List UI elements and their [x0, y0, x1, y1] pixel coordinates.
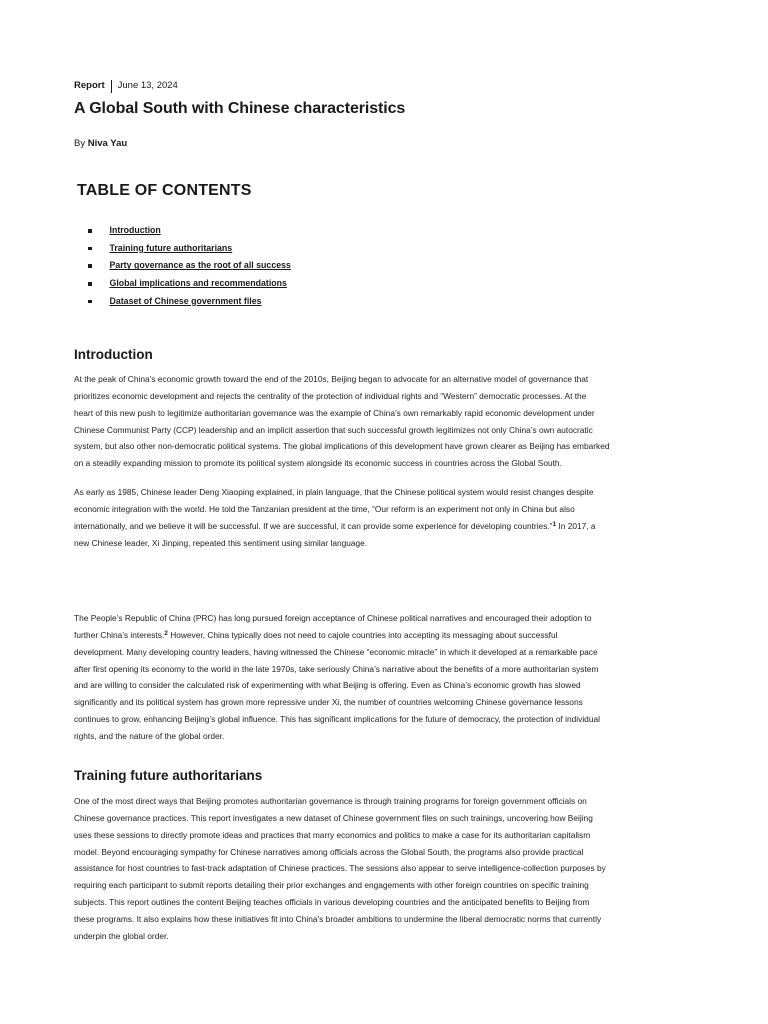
- byline: [74, 137, 127, 151]
- text-line: [74, 627, 694, 644]
- report-date: June 13, 2024: [117, 80, 178, 91]
- author-link[interactable]: Niva Yau: [87, 138, 128, 149]
- bullet-icon: [88, 264, 92, 268]
- text-line: assistance for host countries to fast-track adaptation of Chinese practices. The sessions also appear to serve intelligence-collection purposes by: [74, 863, 606, 874]
- toc-heading: TABLE OF CONTENTS: [77, 182, 252, 199]
- report-type-label: Report: [74, 80, 105, 91]
- bullet-icon: [88, 300, 92, 304]
- text-line: significantly and its political system has grown more repressive under Xi, the number of countries welcoming Chinese governance lessons: [74, 697, 583, 708]
- text-line: new Chinese leader, Xi Jinping, repeated this sentiment using similar language.: [74, 537, 368, 548]
- meta-divider: [111, 80, 112, 93]
- toc-item: [88, 275, 291, 293]
- toc-item: [88, 293, 291, 311]
- toc-item: [88, 257, 291, 275]
- report-title: A Global South with Chinese characteristics: [74, 100, 406, 117]
- text-line: One of the most direct ways that Beijing promotes authoritarian governance is through training programs for foreign government officials on: [74, 796, 587, 806]
- text-line: Chinese Communist Party (CCP) leadership and an implicit assertion that such successful growth legitimizes not only China’s own autocratic: [74, 424, 593, 435]
- intro-paragraph-3: [74, 610, 694, 745]
- text-span: internationally, and we believe it will be successful. If we are successful, it can provide some experience for developing countries.”: [74, 520, 553, 531]
- text-line: subjects. This report outlines the content Beijing teaches officials in various developing countries and the anticipated benefits to Beijing from: [74, 897, 590, 908]
- footnote-ref-1[interactable]: 1: [552, 520, 557, 528]
- table-of-contents: [88, 222, 291, 310]
- toc-link-introduction[interactable]: Introduction: [109, 225, 161, 235]
- byline-prefix: By: [74, 138, 86, 149]
- bullet-icon: [88, 282, 92, 286]
- toc-link-dataset[interactable]: Dataset of Chinese government files: [109, 295, 262, 306]
- intro-paragraph-2: [74, 484, 694, 551]
- text-line: development. Many developing country leaders, having witnessed the Chinese “economic miracle” in which it developed at a remarkable pace: [74, 646, 598, 657]
- training-paragraph-1: [74, 793, 694, 945]
- text-line: on a steadily expanding mission to promote its political system alongside its economic success in countries across the Global South.: [74, 458, 562, 469]
- toc-item: [88, 240, 291, 258]
- text-line: these programs. It also explains how these initiatives fit into China’s broader ambitions to undermine the liberal democratic norms that currently: [74, 913, 602, 924]
- text-line: system, but also other non-democratic political systems. The global implications of this development have grown clearer as Beijing has embarked: [74, 441, 610, 452]
- toc-link-global-implications[interactable]: Global implications and recommendations: [109, 278, 287, 289]
- text-span: In 2017, a: [556, 520, 596, 531]
- text-span: further China’s interests.: [74, 629, 165, 640]
- text-line: and are willing to consider the calculated risk of experimenting with what Beijing is offering. Even as China’s economic growth has slowed: [74, 680, 581, 691]
- text-line: economic integration with the world. He told the Tanzanian president at the time, “Our reform is an experiment not only in China but also: [74, 503, 575, 514]
- bullet-icon: [88, 247, 92, 251]
- toc-item: [88, 222, 291, 240]
- section-heading-training: Training future authoritarians: [74, 768, 263, 783]
- text-line: As early as 1985, Chinese leader Deng Xiaoping explained, in plain language, that the Chinese political system would resist changes despite: [74, 487, 594, 497]
- text-line: rights, and the nature of the global order.: [74, 730, 225, 741]
- toc-link-training[interactable]: Training future authoritarians: [109, 242, 233, 253]
- text-line: after first opening its economy to the world in the late 1970s, take seriously China’s narrative about the benefits of a more authoritarian system: [74, 663, 599, 674]
- intro-paragraph-1: [74, 371, 694, 472]
- text-line: underpin the global order.: [74, 930, 169, 941]
- text-span: However, China typically does not need to cajole countries into accepting its messaging about successful: [167, 629, 558, 640]
- text-line: uses these sessions to directly promote ideas and practices that marry economics and politics to make a case for its authoritarian capitalism: [74, 829, 591, 840]
- text-line: At the peak of China’s economic growth toward the end of the 2010s, Beijing began to advocate for an alternative model of governance that: [74, 374, 589, 384]
- text-line: Chinese governance practices. This report investigates a new dataset of Chinese government files on such trainings, uncovering how Beijing: [74, 812, 593, 823]
- toc-link-party-governance[interactable]: Party governance as the root of all success: [109, 260, 291, 271]
- text-line: model. Beyond encouraging sympathy for Chinese narratives among officials across the Global South, the programs also provide practical: [74, 846, 584, 857]
- text-line: The People’s Republic of China (PRC) has long pursued foreign acceptance of Chinese political narratives and encouraged their adoption to: [74, 613, 592, 623]
- section-heading-introduction: Introduction: [74, 347, 153, 362]
- text-line: prioritizes economic development and rejects the centrality of the protection of individual rights and “Western” democratic processes. At the: [74, 390, 587, 401]
- report-meta: [74, 79, 178, 93]
- footnote-ref-2[interactable]: 2: [164, 629, 168, 637]
- text-line: requiring each participant to submit reports detailing their prior exchanges and engagements with other foreign countries on specific training: [74, 880, 589, 891]
- text-line: heart of this new push to legitimize authoritarian governance was the example of China’s own remarkably rapid economic development under: [74, 407, 595, 418]
- text-line: continues to grow, enhancing Beijing’s global influence. This has significant implications for the future of democracy, the protection of individual: [74, 714, 600, 725]
- bullet-icon: [88, 229, 92, 233]
- text-line: [74, 518, 694, 535]
